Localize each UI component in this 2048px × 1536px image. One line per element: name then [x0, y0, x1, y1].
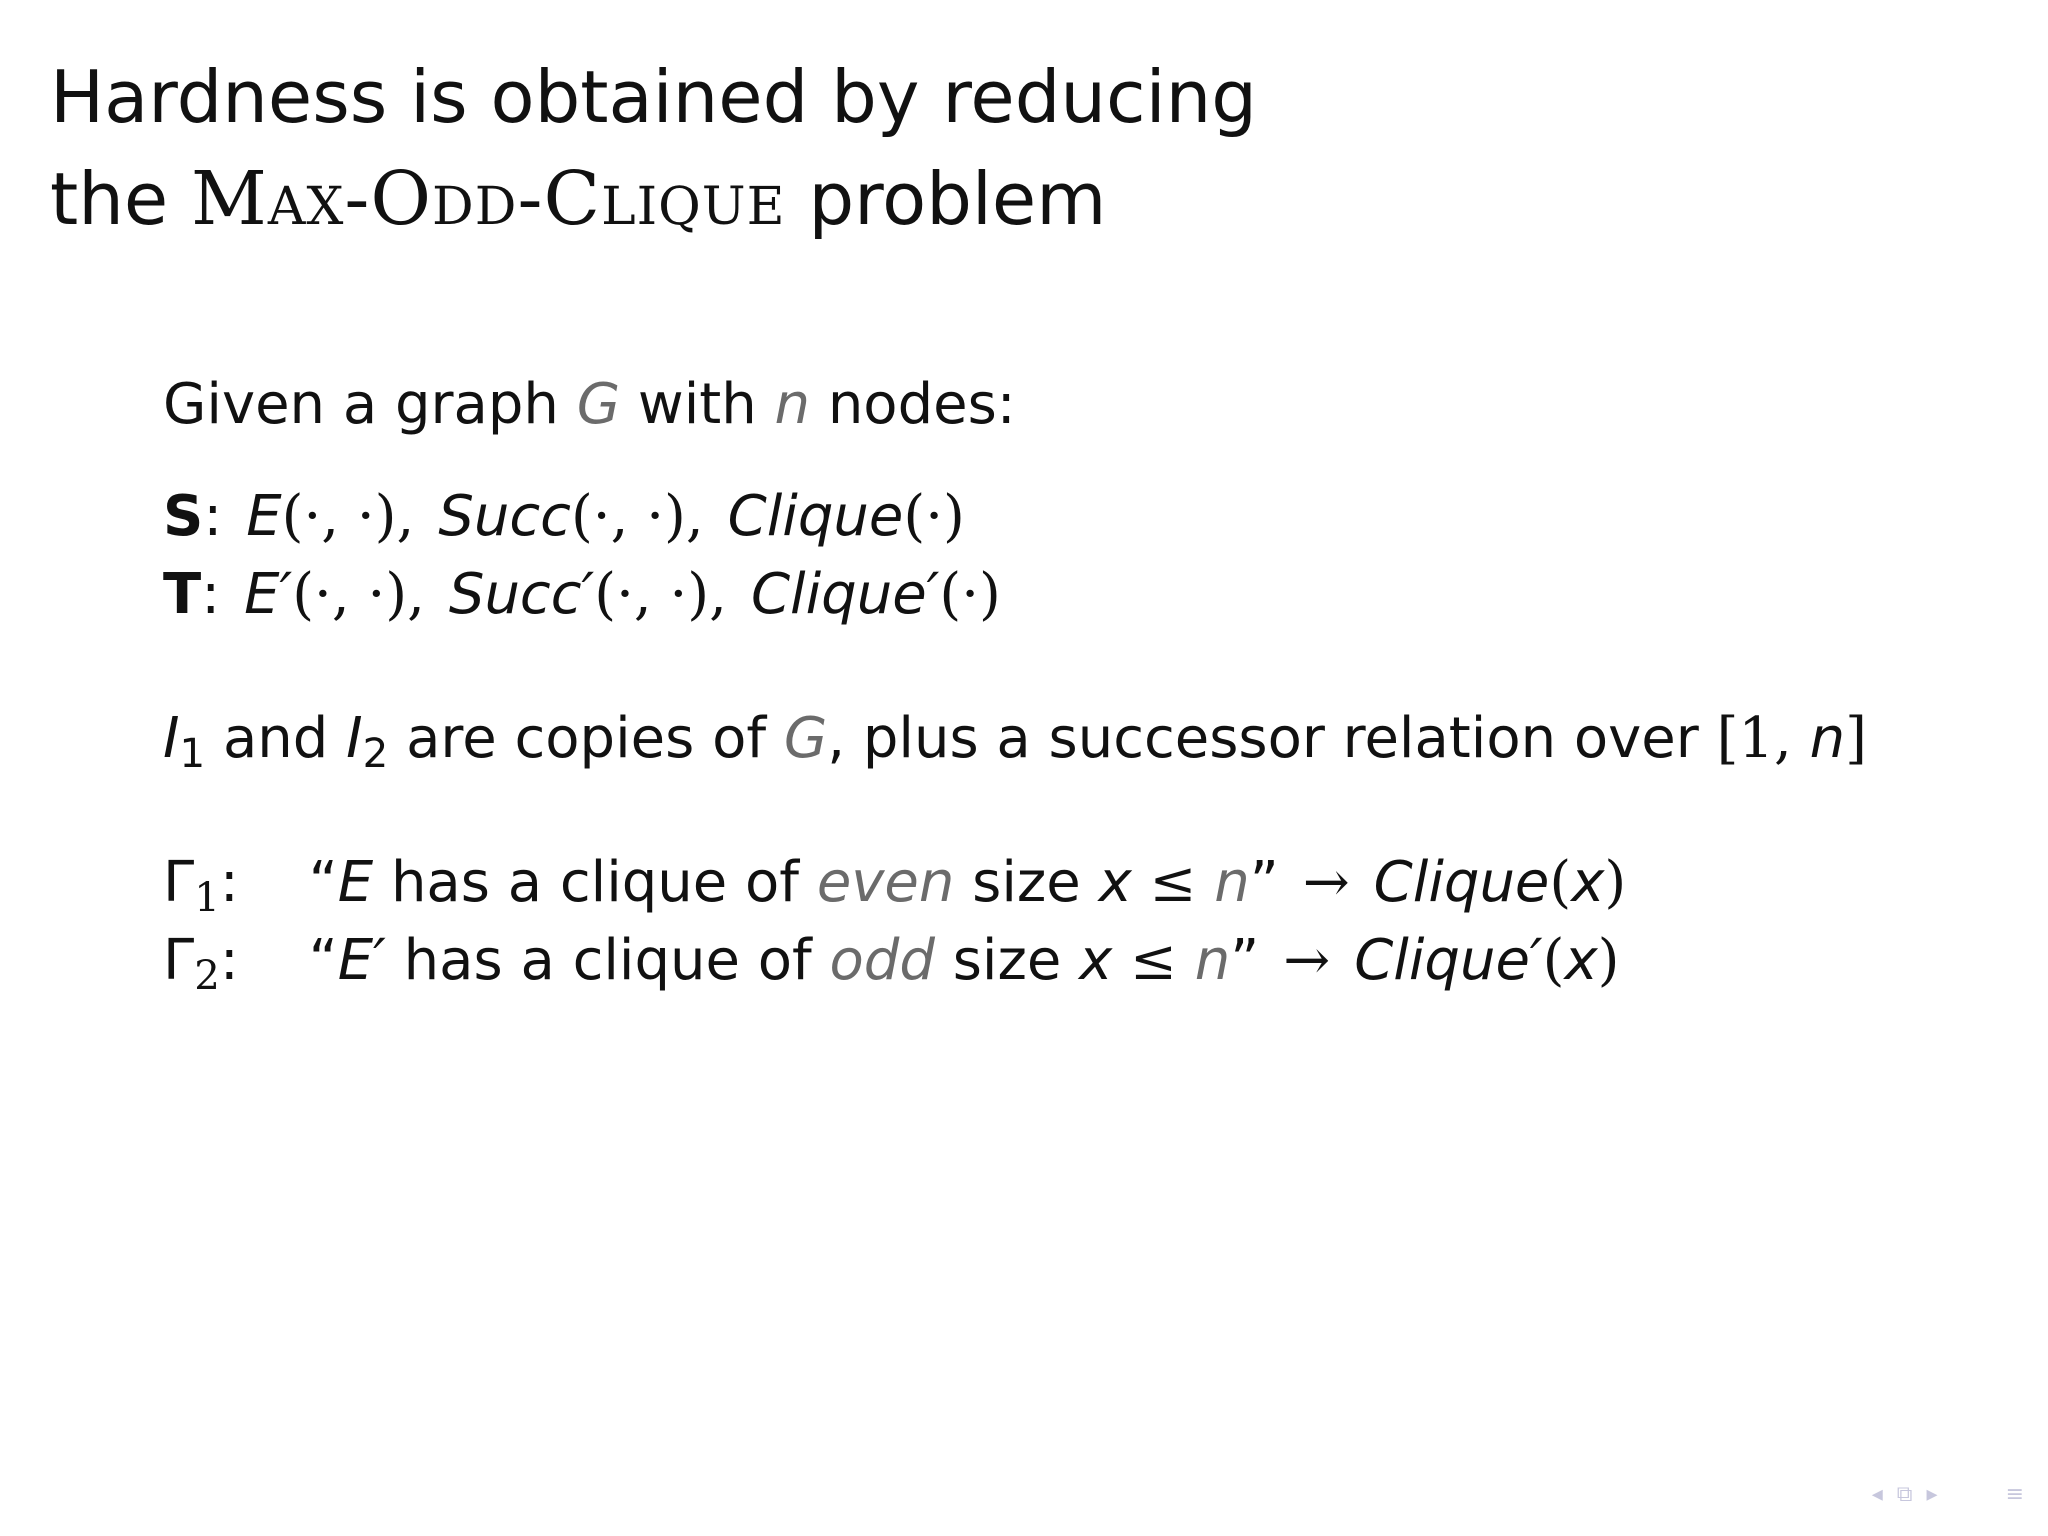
clique-prime-relation: Clique′ [750, 562, 940, 627]
gamma-1-line [163, 850, 1627, 922]
succ-args: (·, ·), [570, 484, 704, 549]
gamma-2-leq: ≤ [1112, 928, 1195, 993]
gamma-2-close-quote: ” [1230, 928, 1260, 993]
edge-prime-relation: E′ [244, 562, 293, 627]
instances-line [163, 706, 1867, 778]
edge-prime-args: (·, ·), [292, 562, 425, 627]
gamma-1-edge: E [337, 850, 374, 915]
clique-relation: Clique [727, 484, 904, 549]
interval-n: n [1809, 706, 1846, 771]
gamma-1-paren-close: ) [1604, 850, 1627, 915]
source-schema-colon: : [203, 484, 223, 549]
gamma-1-leq: ≤ [1131, 850, 1215, 915]
gamma-2-text1: has a clique of [385, 928, 830, 993]
gamma-2-subscript: 2 [194, 952, 220, 1000]
instance-2-subscript: 2 [362, 730, 389, 778]
instance-1-symbol: I [163, 706, 180, 771]
gamma-1-open-quote: “ [308, 850, 338, 915]
gamma-2-x: x [1079, 928, 1113, 993]
edge-args: (·, ·), [281, 484, 415, 549]
frame-nav-icon[interactable]: ⧉ [1896, 1481, 1913, 1507]
gamma-1-symbol: Γ [163, 850, 195, 915]
instances-and: and [205, 706, 347, 771]
edge-relation: E [246, 484, 282, 549]
given-prefix: Given a graph [163, 372, 577, 437]
gamma-1-text2: size [954, 850, 1099, 915]
source-schema-line [163, 484, 965, 549]
node-count-symbol: n [774, 372, 811, 437]
gamma-1-text1: has a clique of [373, 850, 817, 915]
succ-relation: Succ [438, 484, 571, 549]
title-prefix: the [50, 157, 192, 241]
graph-symbol-2: G [783, 706, 828, 771]
gamma-2-n: n [1194, 928, 1231, 993]
given-mid: with [620, 372, 775, 437]
instances-mid: are copies of [388, 706, 784, 771]
title-suffix: problem [785, 157, 1107, 241]
source-schema-label: S [163, 484, 204, 549]
gamma-2-paren-close: ) [1597, 928, 1620, 993]
gamma-1-colon: : [219, 850, 239, 915]
gamma-2-clique: Clique′ [1354, 928, 1543, 993]
interval-close: ] [1845, 706, 1867, 771]
gamma-1-close-quote: ” [1249, 850, 1279, 915]
gamma-1-subscript: 1 [194, 874, 220, 922]
gamma-1-paren-open: ( [1549, 850, 1572, 915]
gamma-2-line [163, 928, 1620, 1000]
target-schema-label: T [163, 562, 202, 627]
instances-suffix: , plus a successor relation over [827, 706, 1717, 771]
title-line-1: Hardness is obtained by reducing [50, 55, 1257, 139]
instance-1-subscript: 1 [179, 730, 206, 778]
graph-symbol: G [576, 372, 621, 437]
slide-title [50, 46, 1257, 250]
gamma-2-paren-open: ( [1542, 928, 1565, 993]
gamma-2-symbol: Γ [163, 928, 195, 993]
gamma-2-colon: : [219, 928, 239, 993]
gamma-2-arg: x [1564, 928, 1598, 993]
gamma-2-parity: odd [829, 928, 935, 993]
gamma-1-clique: Clique [1373, 850, 1550, 915]
next-arrow-icon[interactable]: ▸ [1926, 1481, 1938, 1507]
title-line-2 [50, 148, 1257, 250]
gamma-2-text2: size [934, 928, 1080, 993]
target-schema-colon: : [201, 562, 221, 627]
gamma-2-edge: E′ [337, 928, 386, 993]
gamma-1-parity: even [816, 850, 955, 915]
given-suffix: nodes: [810, 372, 1016, 437]
given-line [163, 372, 1016, 437]
interval-open: [1, [1716, 706, 1810, 771]
target-schema-line [163, 562, 1001, 627]
gamma-1-arrow: → [1302, 850, 1350, 915]
problem-name: Max-Odd-Clique [191, 156, 786, 242]
gamma-1-n: n [1214, 850, 1250, 915]
gamma-2-open-quote: “ [308, 928, 338, 993]
menu-icon[interactable]: ≡ [2005, 1481, 2024, 1507]
clique-args: (·) [903, 484, 965, 549]
gamma-2-arrow: → [1283, 928, 1331, 993]
slide-navigation [1872, 1474, 2024, 1514]
succ-prime-args: (·, ·), [594, 562, 727, 627]
succ-prime-relation: Succ′ [448, 562, 595, 627]
gamma-1-x: x [1098, 850, 1132, 915]
instance-2-symbol: I [346, 706, 363, 771]
prev-arrow-icon[interactable]: ◂ [1871, 1481, 1883, 1507]
gamma-1-arg: x [1571, 850, 1605, 915]
clique-prime-args: (·) [939, 562, 1001, 627]
